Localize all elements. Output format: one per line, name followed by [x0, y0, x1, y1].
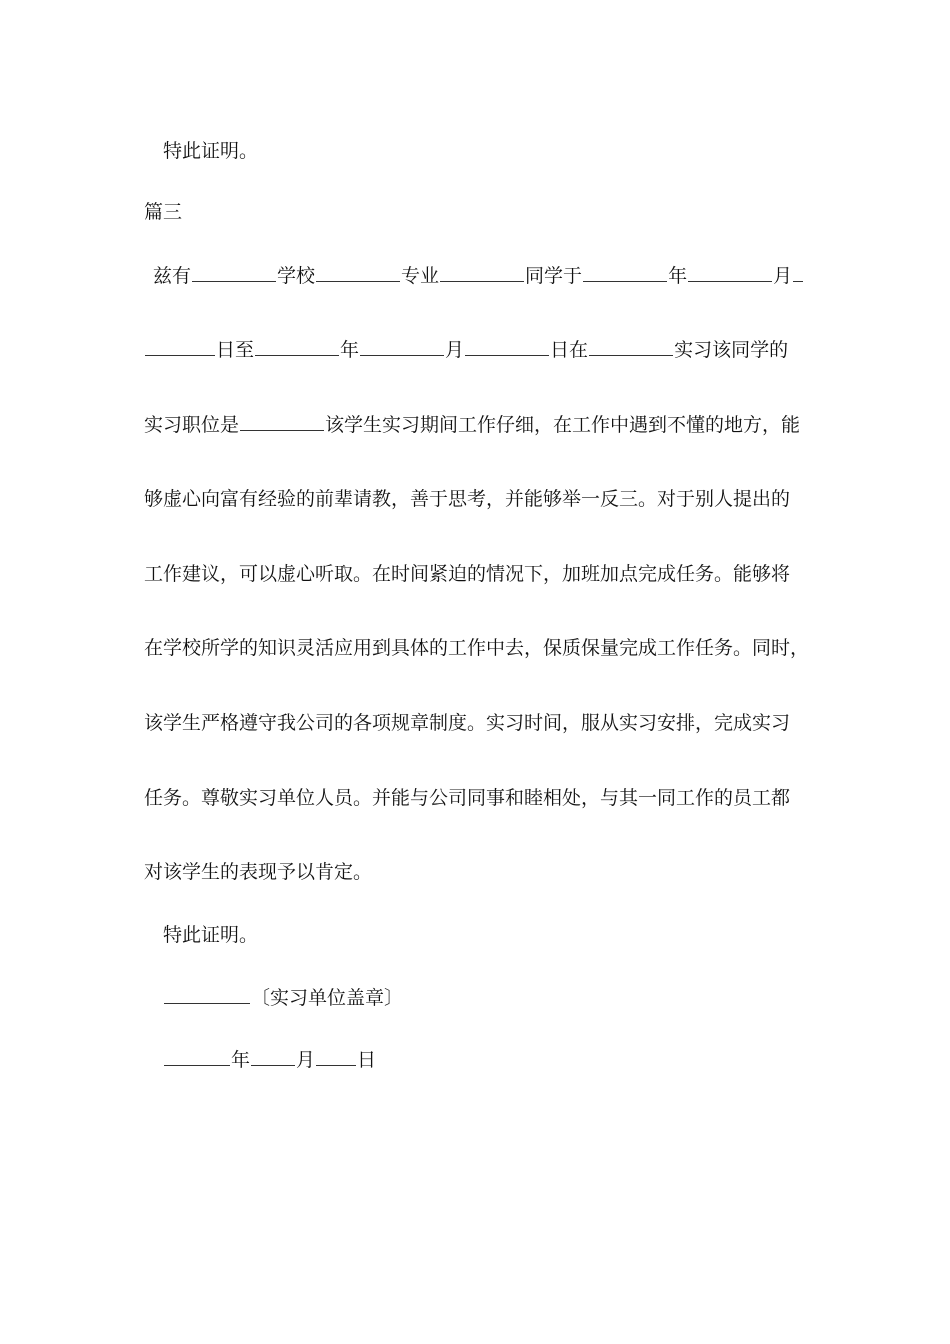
intro-lead: 兹有 [153, 265, 192, 287]
major-blank [316, 263, 400, 282]
start-month-blank [688, 263, 772, 282]
form-line-5: 工作建议，可以虚心听取。在时间紧迫的情况下，加班加点完成任务。能够将 [144, 563, 791, 585]
closing-text-top: 特此证明。 [163, 140, 259, 162]
date-year-blank [164, 1047, 230, 1066]
end-year-label: 年 [340, 339, 360, 361]
day-at-label: 日在 [550, 339, 589, 361]
date-day-blank [316, 1047, 356, 1066]
student-label: 同学于 [525, 265, 583, 287]
date-year-label: 年 [231, 1049, 251, 1071]
line3-rest: 该学生实习期间工作仔细，在工作中遇到不懂的地方，能 [325, 414, 801, 436]
form-line-3 [144, 412, 800, 437]
form-line-6: 在学校所学的知识灵活应用到具体的工作中去，保质保量完成工作任务。同时， [144, 637, 810, 659]
school-blank [192, 263, 276, 282]
student-blank [440, 263, 524, 282]
intern-tail-label: 实习该同学的 [674, 339, 789, 361]
start-year-blank [583, 263, 667, 282]
form-line-2 [144, 337, 788, 362]
position-blank [240, 412, 324, 431]
date-month-blank [251, 1047, 295, 1066]
date-line [163, 1047, 376, 1072]
trailing-blank [793, 263, 803, 282]
start-day-blank [145, 337, 215, 356]
company-blank [589, 337, 673, 356]
end-month-blank [360, 337, 444, 356]
date-day-label: 日 [357, 1049, 377, 1071]
date-month-label: 月 [296, 1049, 316, 1071]
position-label: 实习职位是 [144, 414, 240, 436]
end-month-label: 月 [445, 339, 465, 361]
end-day-blank [465, 337, 549, 356]
form-line-1 [153, 263, 804, 288]
section-heading: 篇三 [144, 201, 183, 223]
stamp-label: 〔实习单位盖章〕 [251, 987, 404, 1009]
closing-text-bottom: 特此证明。 [163, 924, 259, 946]
form-line-9: 对该学生的表现予以肯定。 [144, 861, 373, 883]
start-month-label: 月 [773, 265, 793, 287]
form-line-8: 任务。尊敬实习单位人员。并能与公司同事和睦相处，与其一同工作的员工都 [144, 787, 791, 809]
stamp-blank [164, 985, 250, 1004]
start-year-label: 年 [668, 265, 688, 287]
stamp-line [163, 985, 403, 1010]
form-line-7: 该学生严格遵守我公司的各项规章制度。实习时间，服从实习安排，完成实习 [144, 712, 791, 734]
end-year-blank [255, 337, 339, 356]
major-label: 专业 [401, 265, 440, 287]
form-line-4: 够虚心向富有经验的前辈请教，善于思考，并能够举一反三。对于别人提出的 [144, 488, 791, 510]
school-label: 学校 [277, 265, 316, 287]
day-to-label: 日至 [216, 339, 255, 361]
